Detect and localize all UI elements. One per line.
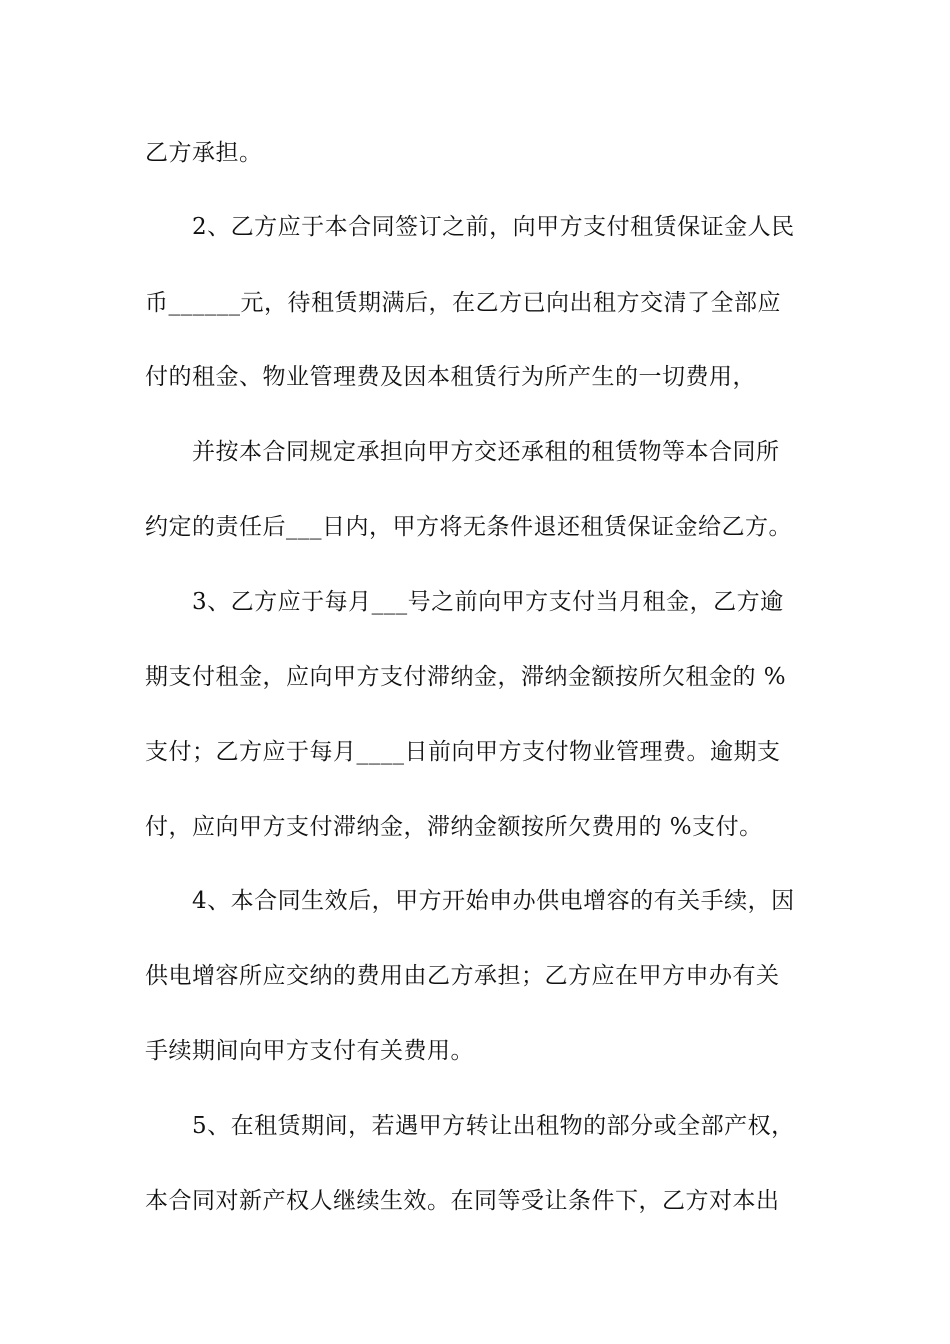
text-line: 支付；乙方应于每月____日前向甲方支付物业管理费。逾期支: [145, 739, 781, 765]
text-line: 5、在租赁期间，若遇甲方转让出租物的部分或全部产权，: [192, 1113, 795, 1139]
text-line: 付，应向甲方支付滞纳金，滞纳金额按所欠费用的 %支付。: [145, 814, 763, 840]
text-line: 付的租金、物业管理费及因本租赁行为所产生的一切费用，: [145, 364, 756, 390]
text-line: 期支付租金，应向甲方支付滞纳金，滞纳金额按所欠租金的 %: [145, 664, 787, 690]
text-line: 3、乙方应于每月___号之前向甲方支付当月租金，乙方逾: [192, 589, 784, 615]
text-line: 并按本合同规定承担向甲方交还承租的租赁物等本合同所: [192, 439, 780, 465]
text-line: 2、乙方应于本合同签订之前，向甲方支付租赁保证金人民: [192, 214, 795, 240]
text-line: 约定的责任后___日内，甲方将无条件退还租赁保证金给乙方。: [145, 514, 792, 540]
text-line: 乙方承担。: [145, 140, 263, 166]
text-line: 4、本合同生效后，甲方开始申办供电增容的有关手续，因: [192, 888, 795, 914]
text-line: 手续期间向甲方支付有关费用。: [145, 1038, 474, 1064]
text-line: 币______元，待租赁期满后，在乙方已向出租方交清了全部应: [145, 290, 781, 316]
text-line: 本合同对新产权人继续生效。在同等受让条件下，乙方对本出: [145, 1188, 780, 1214]
text-line: 供电增容所应交纳的费用由乙方承担；乙方应在甲方申办有关: [145, 963, 780, 989]
